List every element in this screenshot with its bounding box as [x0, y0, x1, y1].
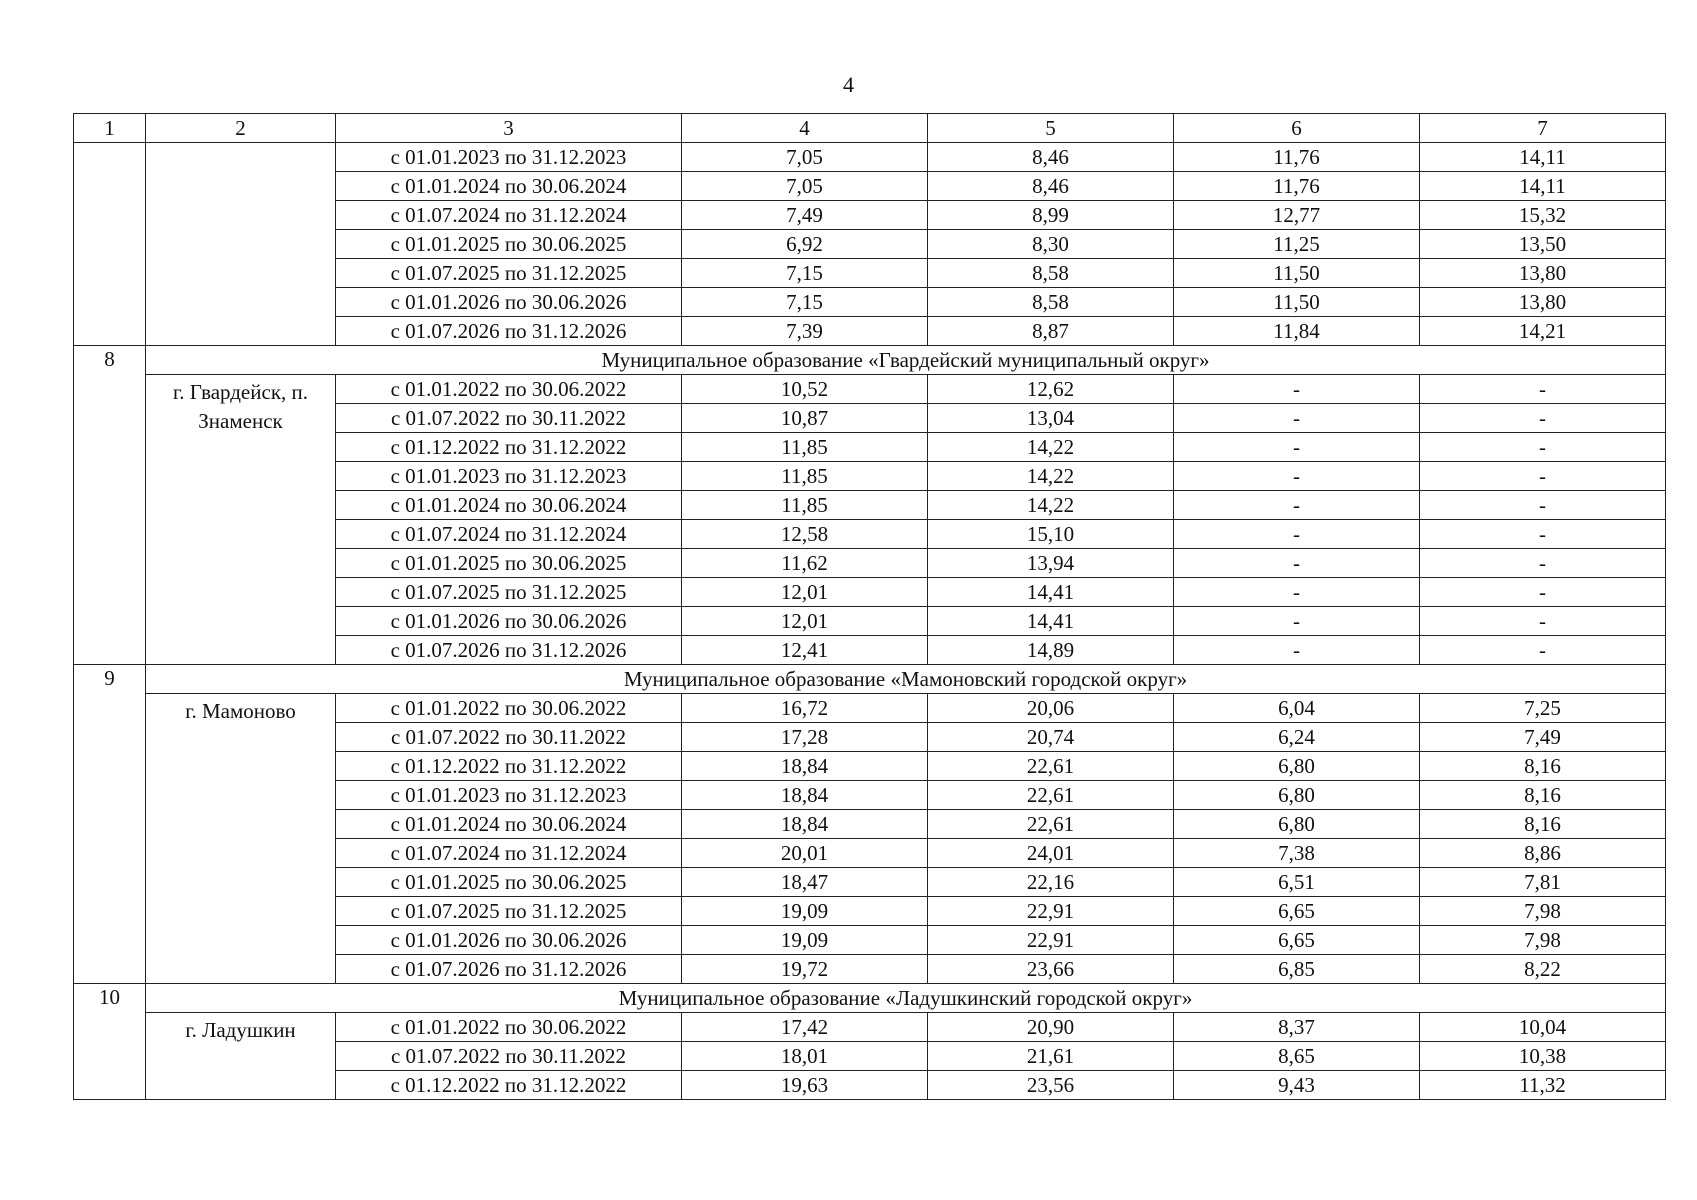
header-cell: 6 — [1174, 114, 1420, 143]
value-cell-col5: 12,62 — [928, 375, 1174, 404]
value-cell-col6: 6,85 — [1174, 955, 1420, 984]
period-cell: с 01.07.2026 по 31.12.2026 — [336, 636, 682, 665]
value-cell-col7: 7,49 — [1420, 723, 1666, 752]
period-cell: с 01.01.2025 по 30.06.2025 — [336, 230, 682, 259]
value-cell-col5: 22,61 — [928, 810, 1174, 839]
value-cell-col6: 6,80 — [1174, 810, 1420, 839]
value-cell-col7: - — [1420, 607, 1666, 636]
location-cell: г. Ладушкин — [146, 1013, 336, 1100]
value-cell-col5: 20,06 — [928, 694, 1174, 723]
value-cell-col4: 11,85 — [682, 433, 928, 462]
period-cell: с 01.01.2022 по 30.06.2022 — [336, 1013, 682, 1042]
value-cell-col5: 22,61 — [928, 781, 1174, 810]
value-cell-col5: 24,01 — [928, 839, 1174, 868]
value-cell-col7: - — [1420, 433, 1666, 462]
value-cell-col5: 13,94 — [928, 549, 1174, 578]
value-cell-col4: 20,01 — [682, 839, 928, 868]
value-cell-col7: 11,32 — [1420, 1071, 1666, 1100]
period-cell: с 01.12.2022 по 31.12.2022 — [336, 1071, 682, 1100]
value-cell-col6: 8,65 — [1174, 1042, 1420, 1071]
period-cell: с 01.01.2025 по 30.06.2025 — [336, 868, 682, 897]
value-cell-col6: 6,04 — [1174, 694, 1420, 723]
section-title-row — [74, 346, 1666, 375]
value-cell-col5: 8,87 — [928, 317, 1174, 346]
period-cell: с 01.07.2022 по 30.11.2022 — [336, 723, 682, 752]
page-number: 4 — [843, 72, 854, 97]
value-cell-col7: 15,32 — [1420, 201, 1666, 230]
value-cell-col6: - — [1174, 375, 1420, 404]
period-cell: с 01.07.2025 по 31.12.2025 — [336, 259, 682, 288]
period-cell: с 01.07.2024 по 31.12.2024 — [336, 520, 682, 549]
value-cell-col6: - — [1174, 404, 1420, 433]
value-cell-col4: 7,15 — [682, 288, 928, 317]
value-cell-col7: 7,25 — [1420, 694, 1666, 723]
value-cell-col6: 11,84 — [1174, 317, 1420, 346]
value-cell-col4: 12,01 — [682, 578, 928, 607]
value-cell-col7: 8,86 — [1420, 839, 1666, 868]
location-cell: г. Гвардейск, п. Знаменск — [146, 375, 336, 665]
value-cell-col6: 6,80 — [1174, 752, 1420, 781]
value-cell-col7: - — [1420, 549, 1666, 578]
value-cell-col7: 13,50 — [1420, 230, 1666, 259]
value-cell-col7: 13,80 — [1420, 259, 1666, 288]
period-cell: с 01.07.2024 по 31.12.2024 — [336, 201, 682, 230]
header-cell: 7 — [1420, 114, 1666, 143]
section-number-cell: 8 — [74, 346, 146, 665]
value-cell-col4: 7,49 — [682, 201, 928, 230]
value-cell-col5: 14,22 — [928, 433, 1174, 462]
value-cell-col4: 18,47 — [682, 868, 928, 897]
value-cell-col4: 7,39 — [682, 317, 928, 346]
table-row — [74, 1013, 1666, 1042]
section-title: Муниципальное образование «Ладушкинский городской округ» — [146, 984, 1666, 1013]
value-cell-col6: - — [1174, 578, 1420, 607]
value-cell-col4: 18,84 — [682, 752, 928, 781]
period-cell: с 01.01.2026 по 30.06.2026 — [336, 288, 682, 317]
value-cell-col7: 8,16 — [1420, 781, 1666, 810]
value-cell-col7: - — [1420, 636, 1666, 665]
value-cell-col7: - — [1420, 491, 1666, 520]
value-cell-col6: - — [1174, 549, 1420, 578]
value-cell-col4: 6,92 — [682, 230, 928, 259]
value-cell-col5: 14,22 — [928, 491, 1174, 520]
table-row — [74, 143, 1666, 172]
value-cell-col5: 22,16 — [928, 868, 1174, 897]
value-cell-col4: 10,87 — [682, 404, 928, 433]
value-cell-col4: 11,62 — [682, 549, 928, 578]
value-cell-col5: 8,46 — [928, 143, 1174, 172]
value-cell-col5: 14,41 — [928, 578, 1174, 607]
value-cell-col4: 17,42 — [682, 1013, 928, 1042]
value-cell-col7: 7,98 — [1420, 897, 1666, 926]
period-cell: с 01.07.2025 по 31.12.2025 — [336, 578, 682, 607]
value-cell-col4: 7,05 — [682, 143, 928, 172]
value-cell-col5: 20,90 — [928, 1013, 1174, 1042]
value-cell-col6: 11,50 — [1174, 259, 1420, 288]
value-cell-col7: - — [1420, 404, 1666, 433]
header-cell: 4 — [682, 114, 928, 143]
section-number-cell: 10 — [74, 984, 146, 1100]
value-cell-col5: 8,58 — [928, 259, 1174, 288]
value-cell-col4: 19,72 — [682, 955, 928, 984]
value-cell-col6: 6,80 — [1174, 781, 1420, 810]
period-cell: с 01.01.2024 по 30.06.2024 — [336, 491, 682, 520]
period-cell: с 01.07.2022 по 30.11.2022 — [336, 404, 682, 433]
period-cell: с 01.01.2025 по 30.06.2025 — [336, 549, 682, 578]
value-cell-col5: 8,30 — [928, 230, 1174, 259]
value-cell-col5: 8,99 — [928, 201, 1174, 230]
value-cell-col7: - — [1420, 520, 1666, 549]
value-cell-col5: 14,41 — [928, 607, 1174, 636]
section-title-row — [74, 665, 1666, 694]
value-cell-col7: 8,16 — [1420, 752, 1666, 781]
value-cell-col5: 8,46 — [928, 172, 1174, 201]
value-cell-col6: 11,50 — [1174, 288, 1420, 317]
tariff-table — [73, 113, 1666, 1100]
value-cell-col7: 10,38 — [1420, 1042, 1666, 1071]
section-title: Муниципальное образование «Гвардейский муниципальный округ» — [146, 346, 1666, 375]
table-row — [74, 375, 1666, 404]
value-cell-col7: 7,98 — [1420, 926, 1666, 955]
location-cell: г. Мамоново — [146, 694, 336, 984]
period-cell: с 01.07.2025 по 31.12.2025 — [336, 897, 682, 926]
value-cell-col5: 23,56 — [928, 1071, 1174, 1100]
period-cell: с 01.07.2024 по 31.12.2024 — [336, 839, 682, 868]
value-cell-col7: - — [1420, 462, 1666, 491]
value-cell-col4: 12,01 — [682, 607, 928, 636]
value-cell-col4: 19,09 — [682, 926, 928, 955]
value-cell-col7: 14,11 — [1420, 172, 1666, 201]
value-cell-col6: 11,76 — [1174, 143, 1420, 172]
table-body — [74, 114, 1666, 1100]
value-cell-col5: 13,04 — [928, 404, 1174, 433]
value-cell-col6: 6,51 — [1174, 868, 1420, 897]
header-cell: 5 — [928, 114, 1174, 143]
period-cell: с 01.07.2022 по 30.11.2022 — [336, 1042, 682, 1071]
value-cell-col7: 7,81 — [1420, 868, 1666, 897]
value-cell-col4: 17,28 — [682, 723, 928, 752]
value-cell-col4: 18,01 — [682, 1042, 928, 1071]
value-cell-col7: 13,80 — [1420, 288, 1666, 317]
value-cell-col7: 10,04 — [1420, 1013, 1666, 1042]
period-cell: с 01.01.2026 по 30.06.2026 — [336, 607, 682, 636]
value-cell-col5: 21,61 — [928, 1042, 1174, 1071]
value-cell-col6: 12,77 — [1174, 201, 1420, 230]
header-cell: 2 — [146, 114, 336, 143]
value-cell-col7: 8,16 — [1420, 810, 1666, 839]
value-cell-col6: 7,38 — [1174, 839, 1420, 868]
value-cell-col6: 9,43 — [1174, 1071, 1420, 1100]
value-cell-col6: - — [1174, 491, 1420, 520]
value-cell-col5: 8,58 — [928, 288, 1174, 317]
value-cell-col7: 8,22 — [1420, 955, 1666, 984]
period-cell: с 01.01.2022 по 30.06.2022 — [336, 375, 682, 404]
value-cell-col4: 18,84 — [682, 781, 928, 810]
period-cell: с 01.01.2026 по 30.06.2026 — [336, 926, 682, 955]
value-cell-col5: 15,10 — [928, 520, 1174, 549]
section-number-cell: 9 — [74, 665, 146, 984]
value-cell-col5: 14,22 — [928, 462, 1174, 491]
period-cell: с 01.07.2026 по 31.12.2026 — [336, 955, 682, 984]
value-cell-col6: - — [1174, 462, 1420, 491]
period-cell: с 01.01.2023 по 31.12.2023 — [336, 781, 682, 810]
period-cell: с 01.01.2023 по 31.12.2023 — [336, 462, 682, 491]
value-cell-col4: 12,41 — [682, 636, 928, 665]
value-cell-col6: - — [1174, 433, 1420, 462]
period-cell: с 01.01.2023 по 31.12.2023 — [336, 143, 682, 172]
value-cell-col6: - — [1174, 520, 1420, 549]
table-row — [74, 694, 1666, 723]
value-cell-col7: 14,11 — [1420, 143, 1666, 172]
value-cell-col6: 11,76 — [1174, 172, 1420, 201]
value-cell-col6: 11,25 — [1174, 230, 1420, 259]
value-cell-col4: 16,72 — [682, 694, 928, 723]
section-title: Муниципальное образование «Мамоновский городской округ» — [146, 665, 1666, 694]
value-cell-col6: 6,24 — [1174, 723, 1420, 752]
value-cell-col4: 11,85 — [682, 491, 928, 520]
row-number-cell — [74, 143, 146, 346]
value-cell-col5: 23,66 — [928, 955, 1174, 984]
value-cell-col4: 7,05 — [682, 172, 928, 201]
period-cell: с 01.01.2022 по 30.06.2022 — [336, 694, 682, 723]
value-cell-col4: 11,85 — [682, 462, 928, 491]
value-cell-col7: 14,21 — [1420, 317, 1666, 346]
value-cell-col4: 19,63 — [682, 1071, 928, 1100]
value-cell-col5: 22,91 — [928, 926, 1174, 955]
period-cell: с 01.01.2024 по 30.06.2024 — [336, 172, 682, 201]
value-cell-col6: 6,65 — [1174, 926, 1420, 955]
value-cell-col6: - — [1174, 607, 1420, 636]
value-cell-col6: 8,37 — [1174, 1013, 1420, 1042]
period-cell: с 01.01.2024 по 30.06.2024 — [336, 810, 682, 839]
value-cell-col5: 20,74 — [928, 723, 1174, 752]
value-cell-col4: 19,09 — [682, 897, 928, 926]
value-cell-col7: - — [1420, 578, 1666, 607]
value-cell-col7: - — [1420, 375, 1666, 404]
value-cell-col4: 10,52 — [682, 375, 928, 404]
value-cell-col5: 22,61 — [928, 752, 1174, 781]
period-cell: с 01.12.2022 по 31.12.2022 — [336, 433, 682, 462]
value-cell-col6: 6,65 — [1174, 897, 1420, 926]
value-cell-col4: 18,84 — [682, 810, 928, 839]
header-row — [74, 114, 1666, 143]
period-cell: с 01.07.2026 по 31.12.2026 — [336, 317, 682, 346]
value-cell-col4: 7,15 — [682, 259, 928, 288]
header-cell: 3 — [336, 114, 682, 143]
period-cell: с 01.12.2022 по 31.12.2022 — [336, 752, 682, 781]
section-title-row — [74, 984, 1666, 1013]
header-cell: 1 — [74, 114, 146, 143]
value-cell-col6: - — [1174, 636, 1420, 665]
value-cell-col5: 22,91 — [928, 897, 1174, 926]
value-cell-col5: 14,89 — [928, 636, 1174, 665]
value-cell-col4: 12,58 — [682, 520, 928, 549]
location-cell — [146, 143, 336, 346]
